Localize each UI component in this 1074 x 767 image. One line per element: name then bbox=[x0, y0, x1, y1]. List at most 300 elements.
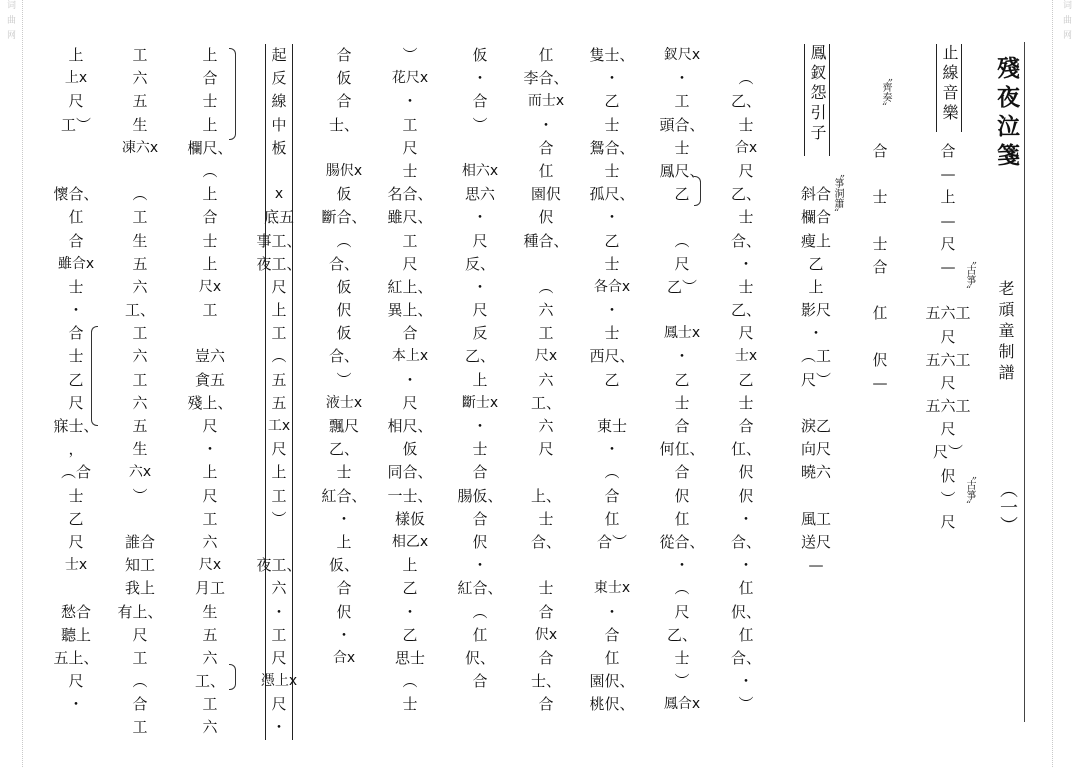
notation-cell: 尺x bbox=[534, 348, 558, 365]
notation-cell: 上 bbox=[402, 556, 418, 575]
notation-cell: 合 bbox=[336, 46, 352, 64]
notation-cell: ・ bbox=[271, 602, 287, 621]
notation-column bbox=[187, 44, 233, 740]
notation-cell: 工 bbox=[271, 324, 287, 343]
notation-cell: 士 bbox=[472, 440, 488, 459]
notation-cell: 尺x bbox=[198, 557, 222, 574]
notation-cell: 曉六 bbox=[801, 463, 832, 482]
heading-fengchai: 鳳釵怨引子 bbox=[804, 44, 830, 156]
notation-cell: 思六 bbox=[465, 185, 496, 204]
notation-cell: 合、 bbox=[731, 231, 762, 250]
notation-cell: ・ bbox=[604, 440, 620, 459]
notation-cell: 仜 bbox=[738, 579, 754, 598]
notation-cell: ・ bbox=[402, 92, 418, 111]
notation-cell: 六 bbox=[132, 69, 148, 88]
notation-cell: 工 bbox=[132, 718, 148, 737]
notation-cell: ︶ bbox=[674, 672, 690, 691]
notation-cell: 貪五 bbox=[195, 370, 226, 389]
notation-cell: 伬x bbox=[534, 626, 558, 643]
notation-cell: 仜 bbox=[604, 648, 620, 667]
notation-cell: 合、 bbox=[329, 254, 360, 273]
notation-cell: 合、 bbox=[731, 648, 762, 667]
notation-cell: 腸仮、 bbox=[457, 486, 503, 505]
notation-cell: ， bbox=[68, 440, 84, 459]
notation-cell: 東士 bbox=[597, 417, 628, 435]
notation-cell: 紅上、 bbox=[387, 277, 433, 296]
notation-cell: ︵ bbox=[402, 672, 418, 691]
notation-cell: 雖合x bbox=[57, 255, 95, 272]
notation-cell: 尺 bbox=[538, 440, 554, 459]
notation-cell: 六x bbox=[128, 464, 152, 481]
notation-cell: 仜 bbox=[604, 509, 620, 528]
notation-cell: 伬 bbox=[674, 486, 690, 505]
notation-cell: 仜 bbox=[674, 509, 690, 528]
notation-cell: 鳳合x bbox=[663, 696, 701, 713]
notation-cell: 乙 bbox=[604, 370, 620, 389]
notation-cell: 六 bbox=[132, 347, 148, 366]
right-page-edge bbox=[1052, 0, 1054, 767]
notation-cell: 合 bbox=[604, 625, 620, 644]
notation-cell: 同合、 bbox=[387, 463, 433, 482]
notation-cell: 士 bbox=[68, 277, 84, 296]
notation-column bbox=[801, 44, 832, 577]
notation-cell: 名合、 bbox=[387, 185, 433, 204]
notation-cell: 工 bbox=[132, 324, 148, 343]
bracket bbox=[229, 664, 236, 690]
notation-cell: 六 bbox=[202, 648, 218, 667]
notation-cell: 尺 bbox=[940, 234, 956, 253]
watermark-right: 词曲网 bbox=[1061, 0, 1071, 45]
notation-cell: 工 bbox=[132, 208, 148, 227]
notation-cell: 工x bbox=[267, 418, 291, 434]
notation-cell: 士 bbox=[674, 138, 690, 157]
notation-cell: 士 bbox=[202, 92, 218, 111]
notation-cell: 尺︶ bbox=[801, 370, 832, 389]
notation-cell: 仜 bbox=[872, 304, 888, 323]
notation-cell: ︵工 bbox=[801, 347, 832, 366]
notation-cell: 尺 bbox=[738, 324, 754, 343]
notation-cell: 工 bbox=[202, 301, 218, 320]
notation-cell: 乙、 bbox=[329, 440, 360, 459]
notation-cell: 合 bbox=[604, 486, 620, 505]
notation-cell: 尺 bbox=[271, 648, 287, 667]
notation-cell: ・ bbox=[472, 417, 488, 435]
notation-cell: 合 bbox=[738, 417, 754, 435]
notation-cell: ︵ bbox=[604, 463, 620, 482]
notation-cell: 乙 bbox=[808, 254, 824, 273]
notation-cell: 尺 bbox=[738, 161, 754, 180]
notation-cell: 紅合、 bbox=[457, 579, 503, 598]
notation-cell: ︵ bbox=[472, 602, 488, 621]
notation-cell: 尺 bbox=[674, 254, 690, 273]
notation-cell: 乙、 bbox=[667, 625, 698, 644]
notation-cell: 工 bbox=[271, 625, 287, 644]
notation-cell: 風工 bbox=[801, 509, 832, 528]
notation-cell: 尺 bbox=[940, 327, 956, 346]
notation-cell: 士 bbox=[872, 188, 888, 207]
notation-cell: 士 bbox=[674, 648, 690, 667]
notation-cell: 尺 bbox=[132, 625, 148, 644]
notation-cell: ︶ bbox=[402, 46, 418, 64]
notation-cell: 思士 bbox=[395, 648, 426, 667]
note-zhengdong: 〝箏洞簫〞 bbox=[832, 168, 843, 218]
notation-cell: 尺 bbox=[402, 254, 418, 273]
notation-cell: ︵ bbox=[738, 69, 754, 88]
notation-cell: ・ bbox=[604, 602, 620, 621]
notation-cell: ・ bbox=[674, 556, 690, 575]
notation-cell: 士 bbox=[538, 509, 554, 528]
notation-cell: 誰合 bbox=[125, 532, 156, 551]
notation-cell: 尺 bbox=[202, 417, 218, 435]
notation-cell: ・ bbox=[604, 69, 620, 88]
notation-cell: ・ bbox=[472, 208, 488, 227]
notation-cell: 相尺、 bbox=[387, 417, 433, 435]
notation-cell: — bbox=[940, 257, 956, 276]
notation-cell: 五 bbox=[132, 92, 148, 111]
title-divider bbox=[1024, 42, 1025, 722]
notation-cell: 伬 bbox=[872, 350, 888, 369]
notation-column bbox=[53, 44, 99, 716]
notation-cell: 斷合、 bbox=[321, 208, 367, 227]
notation-cell: 上 bbox=[336, 532, 352, 551]
notation-cell: 液士x bbox=[325, 394, 363, 411]
notation-cell: 隻士、 bbox=[589, 46, 635, 64]
notation-cell: 上 bbox=[271, 301, 287, 320]
notation-cell: 仮 bbox=[472, 46, 488, 64]
notation-cell: 欄尺、 bbox=[187, 138, 233, 157]
notation-cell: 尺 bbox=[402, 138, 418, 157]
notation-cell: 五 bbox=[271, 393, 287, 412]
notation-cell: 仮 bbox=[336, 69, 352, 88]
notation-cell: 工 bbox=[402, 231, 418, 250]
notation-cell: 上 bbox=[940, 188, 956, 207]
notation-cell: 異上、 bbox=[387, 301, 433, 320]
notation-cell: 仮、 bbox=[329, 556, 360, 575]
notation-cell: 生 bbox=[132, 440, 148, 459]
notation-cell: 五 bbox=[132, 417, 148, 435]
notation-cell: 五六工 bbox=[925, 350, 971, 369]
notation-cell: 合、 bbox=[329, 347, 360, 366]
notation-cell: 紅合、 bbox=[321, 486, 367, 505]
notation-cell: 乙、 bbox=[465, 347, 496, 366]
notation-cell: ︵ bbox=[336, 231, 352, 250]
notation-cell: 乙 bbox=[674, 185, 690, 204]
notation-cell: 合 bbox=[68, 231, 84, 250]
notation-cell: 種合、 bbox=[523, 231, 569, 250]
notation-cell: 向尺 bbox=[801, 440, 832, 459]
notation-cell: 上 bbox=[808, 277, 824, 296]
notation-cell: 尺 bbox=[472, 231, 488, 250]
notation-cell: 工 bbox=[132, 648, 148, 667]
page-title: 殘夜泣箋 bbox=[993, 56, 1020, 172]
notation-cell: 合 bbox=[674, 417, 690, 435]
notation-cell: 我上 bbox=[125, 579, 156, 598]
notation-cell: 工 bbox=[674, 92, 690, 111]
notation-cell: 上 bbox=[202, 46, 218, 64]
notation-cell: 士 bbox=[872, 234, 888, 253]
notation-cell: 伬 bbox=[738, 486, 754, 505]
notation-cell: ・ bbox=[336, 625, 352, 644]
notation-cell: 士 bbox=[738, 208, 754, 227]
notation-cell: 上 bbox=[202, 254, 218, 273]
notation-cell: 伬 bbox=[538, 208, 554, 227]
notation-cell: ︶ bbox=[738, 695, 754, 714]
notation-column bbox=[659, 44, 705, 716]
notation-cell: 工 bbox=[132, 46, 148, 64]
notation-cell: ︶ bbox=[940, 489, 956, 508]
notation-cell: 士 bbox=[604, 254, 620, 273]
notation-cell: 園伬、 bbox=[589, 672, 635, 691]
notation-cell: 合 bbox=[538, 138, 554, 157]
notation-cell: ・ bbox=[68, 301, 84, 320]
notation-cell: 尺 bbox=[202, 486, 218, 505]
notation-cell: ・ bbox=[402, 370, 418, 389]
notation-cell: 孤尺、 bbox=[589, 185, 635, 204]
notation-cell: ︶ bbox=[336, 370, 352, 389]
notation-cell: ・ bbox=[336, 509, 352, 528]
notation-cell: 尺 bbox=[940, 373, 956, 392]
notation-cell: ︶ bbox=[132, 486, 148, 505]
notation-cell: 乙 bbox=[604, 231, 620, 250]
notation-cell: 合、 bbox=[731, 532, 762, 551]
notation-cell: 尺 bbox=[940, 420, 956, 439]
notation-column bbox=[523, 44, 569, 716]
notation-cell: 生 bbox=[132, 231, 148, 250]
notation-cell: 反 bbox=[472, 324, 488, 343]
notation-cell: 五上、 bbox=[53, 648, 99, 667]
notation-cell: 生 bbox=[202, 602, 218, 621]
notation-cell: 伬 bbox=[940, 466, 956, 485]
notation-cell: 工 bbox=[538, 324, 554, 343]
notation-cell: 乙、 bbox=[731, 301, 762, 320]
notation-cell: 中 bbox=[271, 115, 287, 134]
notation-cell: ・ bbox=[738, 556, 754, 575]
notation-cell: 工、 bbox=[125, 301, 156, 320]
notation-cell: 尺︶ bbox=[933, 443, 964, 462]
notation-cell: 一士、 bbox=[387, 486, 433, 505]
notation-cell: ︵ bbox=[202, 161, 218, 180]
notation-cell: 乙 bbox=[68, 509, 84, 528]
notation-cell: 上、 bbox=[531, 486, 562, 505]
notation-cell: 合 bbox=[202, 208, 218, 227]
notation-cell: 伬 bbox=[336, 602, 352, 621]
notation-cell: 合 bbox=[132, 695, 148, 714]
notation-cell: ・ bbox=[472, 69, 488, 88]
notation-cell: 豈六 bbox=[195, 347, 226, 366]
notation-cell: ︶ bbox=[271, 509, 287, 528]
notation-cell: 欄合 bbox=[801, 208, 832, 227]
notation-cell: 懷合、 bbox=[53, 185, 99, 204]
notation-cell: 五 bbox=[132, 254, 148, 273]
notation-cell: 合 bbox=[402, 324, 418, 343]
notation-cell: 生 bbox=[132, 115, 148, 134]
notation-column bbox=[117, 44, 163, 740]
notation-cell: 愁合 bbox=[61, 602, 92, 621]
notation-cell: 六 bbox=[538, 417, 554, 435]
notation-cell: ・ bbox=[738, 254, 754, 273]
notation-cell: 相六x bbox=[461, 162, 499, 179]
notation-cell: ︶ bbox=[472, 115, 488, 134]
notation-cell: 上x bbox=[64, 70, 88, 87]
notation-cell: 板 bbox=[271, 138, 287, 157]
notation-cell: ︵ bbox=[674, 231, 690, 250]
notation-cell: 合、 bbox=[531, 532, 562, 551]
note-guzheng-2: 〝古箏〞 bbox=[964, 470, 975, 510]
notation-cell: 淚乙 bbox=[801, 417, 832, 435]
notation-cell: 乙、 bbox=[731, 185, 762, 204]
notation-cell: 底五 bbox=[264, 208, 295, 227]
notation-cell: 鳳尺、 bbox=[659, 161, 705, 180]
notation-cell: x bbox=[274, 186, 284, 203]
notation-cell: 伬、 bbox=[465, 648, 496, 667]
notation-cell: 乙 bbox=[674, 370, 690, 389]
notation-cell: 仮 bbox=[336, 324, 352, 343]
notation-cell: 合 bbox=[538, 648, 554, 667]
notation-cell: ・ bbox=[472, 277, 488, 296]
notation-cell: 瘦上 bbox=[801, 231, 832, 250]
watermark-left: 词曲网 bbox=[5, 0, 15, 45]
notation-cell: 伬、 bbox=[731, 602, 762, 621]
notation-cell: 尺 bbox=[68, 92, 84, 111]
notation-cell: 西尺、 bbox=[589, 347, 635, 366]
notation-cell: 合 bbox=[538, 695, 554, 714]
notation-column bbox=[256, 44, 302, 740]
notation-cell: 鳳士x bbox=[663, 325, 701, 342]
notation-column bbox=[321, 44, 367, 670]
notation-cell: 合 bbox=[336, 92, 352, 111]
notation-cell: 六 bbox=[202, 532, 218, 551]
notation-cell: 本上x bbox=[391, 348, 429, 365]
notation-cell: 合 bbox=[940, 142, 956, 160]
notation-cell: 六 bbox=[271, 579, 287, 598]
notation-cell: 六 bbox=[132, 393, 148, 412]
notation-cell: 上 bbox=[472, 370, 488, 389]
notation-cell: ・ bbox=[68, 695, 84, 714]
notation-cell: 起 bbox=[271, 46, 287, 64]
notation-cell: 士、 bbox=[531, 672, 562, 691]
note-guzheng-1: 〝古箏〞 bbox=[964, 255, 975, 295]
notation-cell: 士 bbox=[68, 486, 84, 505]
notation-cell: 知工 bbox=[125, 556, 156, 575]
notation-cell: 士 bbox=[738, 115, 754, 134]
notation-cell: 合x bbox=[734, 139, 758, 156]
notation-cell: 仜 bbox=[738, 625, 754, 644]
notation-cell: 線 bbox=[271, 92, 287, 111]
notation-cell: 乙 bbox=[402, 625, 418, 644]
notation-cell: 合︶ bbox=[597, 532, 628, 551]
notation-cell: 各合x bbox=[593, 278, 631, 295]
notation-cell: — bbox=[808, 556, 824, 575]
notation-cell: 尺 bbox=[271, 440, 287, 459]
notation-cell: 夜工、 bbox=[256, 254, 302, 273]
notation-cell: 士 bbox=[202, 231, 218, 250]
notation-cell: 相乙x bbox=[391, 533, 429, 550]
notation-cell: 合 bbox=[202, 69, 218, 88]
notation-cell: 仮 bbox=[336, 277, 352, 296]
notation-cell: 六 bbox=[202, 718, 218, 737]
notation-cell: 仮 bbox=[336, 185, 352, 204]
notation-cell: 腸伬x bbox=[325, 162, 363, 179]
notation-cell: 五六工 bbox=[925, 304, 971, 323]
volume-number: （一） bbox=[997, 480, 1018, 534]
notation-cell: 合 bbox=[538, 602, 554, 621]
notation-cell: 花尺x bbox=[391, 70, 429, 87]
notation-cell: 士 bbox=[68, 347, 84, 366]
notation-cell: 仜 bbox=[472, 625, 488, 644]
notation-cell: 伬 bbox=[472, 532, 488, 551]
notation-cell: 何仜、 bbox=[659, 440, 705, 459]
notation-cell: ・ bbox=[538, 115, 554, 134]
notation-cell: 飄尺 bbox=[329, 417, 360, 435]
notation-cell: ︵ bbox=[538, 277, 554, 296]
notation-cell: 士 bbox=[674, 393, 690, 412]
notation-cell: — bbox=[940, 211, 956, 230]
notation-column bbox=[387, 44, 433, 716]
notation-cell: ︵合 bbox=[61, 463, 92, 482]
notation-cell: 上 bbox=[271, 463, 287, 482]
notation-cell: 士x bbox=[64, 557, 88, 574]
notation-cell: 五 bbox=[202, 625, 218, 644]
notation-cell: 尺 bbox=[271, 277, 287, 296]
notation-cell: 合 bbox=[472, 92, 488, 111]
notation-cell: 工 bbox=[271, 486, 287, 505]
notation-cell: 而士x bbox=[527, 93, 565, 110]
notation-cell: 士 bbox=[738, 277, 754, 296]
notation-cell: 工、 bbox=[531, 393, 562, 412]
notation-cell: 士x bbox=[734, 348, 758, 365]
notation-cell: ・ bbox=[604, 208, 620, 227]
notation-cell: 士、 bbox=[329, 115, 360, 134]
notation-cell: 士 bbox=[538, 579, 554, 598]
notation-cell: ・ bbox=[402, 602, 418, 621]
bracket bbox=[229, 48, 236, 140]
notation-cell: 凍六x bbox=[121, 139, 159, 156]
notation-cell: 寐士、 bbox=[53, 417, 99, 435]
notation-cell: 士 bbox=[402, 695, 418, 714]
notation-cell: 士 bbox=[336, 463, 352, 482]
notation-cell: 工 bbox=[202, 695, 218, 714]
notation-cell: 反、 bbox=[465, 254, 496, 273]
notation-cell: 事工、 bbox=[256, 231, 302, 250]
notation-cell: 五六工 bbox=[925, 397, 971, 416]
notation-cell: 工 bbox=[132, 370, 148, 389]
notation-cell: 樣仮 bbox=[395, 509, 426, 528]
notation-cell: 聽上 bbox=[61, 625, 92, 644]
notation-cell: ・ bbox=[674, 347, 690, 366]
notation-cell: 仜 bbox=[538, 161, 554, 180]
notation-cell: 夜工、 bbox=[256, 556, 302, 575]
notation-cell: 影尺 bbox=[801, 301, 832, 320]
notation-cell: 尺 bbox=[402, 393, 418, 412]
notation-cell: 桃伬、 bbox=[589, 695, 635, 714]
notation-cell: ︵ bbox=[132, 185, 148, 204]
notation-cell: 士 bbox=[604, 161, 620, 180]
notation-cell: 合 bbox=[472, 463, 488, 482]
notation-cell: 雖尺、 bbox=[387, 208, 433, 227]
notation-cell: 乙、 bbox=[731, 92, 762, 111]
notation-cell: 士 bbox=[604, 115, 620, 134]
notation-cell: 仜、 bbox=[731, 440, 762, 459]
notation-cell: 尺 bbox=[940, 513, 956, 531]
notation-cell: 李合、 bbox=[523, 69, 569, 88]
notation-cell: 乙 bbox=[604, 92, 620, 111]
notation-column bbox=[867, 140, 893, 395]
notation-cell: ・ bbox=[738, 509, 754, 528]
notation-cell: 乙︶ bbox=[667, 277, 698, 296]
notation-cell: 斜合 bbox=[801, 185, 832, 204]
notation-cell: — bbox=[872, 373, 888, 392]
notation-cell: 五 bbox=[271, 370, 287, 389]
